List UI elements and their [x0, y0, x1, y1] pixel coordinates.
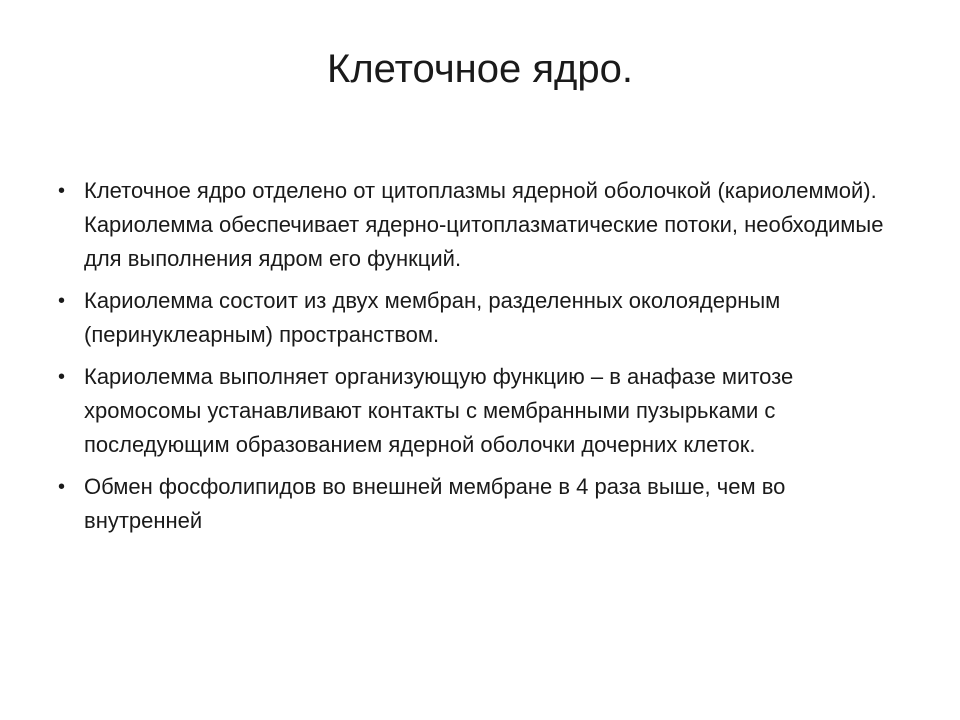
slide-title: Клеточное ядро.: [327, 47, 633, 91]
bullet-item: [58, 174, 908, 276]
bullet-dot-icon: •: [58, 476, 66, 498]
bullet-text: Кариолемма состоит из двух мембран, разделенных околоядерным (перинуклеарным) пространством.: [84, 288, 781, 347]
bullet-text: Клеточное ядро отделено от цитоплазмы ядерной оболочкой (кариолеммой). Кариолемма обеспечивает ядерно-цитоплазматические потоки, необходимые для выполнения ядром его функций.: [84, 178, 884, 271]
bullet-dot-icon: •: [58, 180, 66, 202]
bullet-dot-icon: •: [58, 366, 66, 388]
bullet-text: Кариолемма выполняет организующую функцию – в анафазе митозе хромосомы устанавливают контакты с мембранными пузырьками с последующим образованием ядерной оболочки дочерних клеток.: [84, 364, 794, 457]
bullet-item: [58, 360, 908, 462]
bullet-text: Обмен фосфолипидов во внешней мембране в 4 раза выше, чем во внутренней: [84, 474, 786, 533]
bullet-dot-icon: •: [58, 290, 66, 312]
bullet-item: [58, 470, 908, 538]
bullet-list: [58, 174, 908, 546]
bullet-item: [58, 284, 908, 352]
